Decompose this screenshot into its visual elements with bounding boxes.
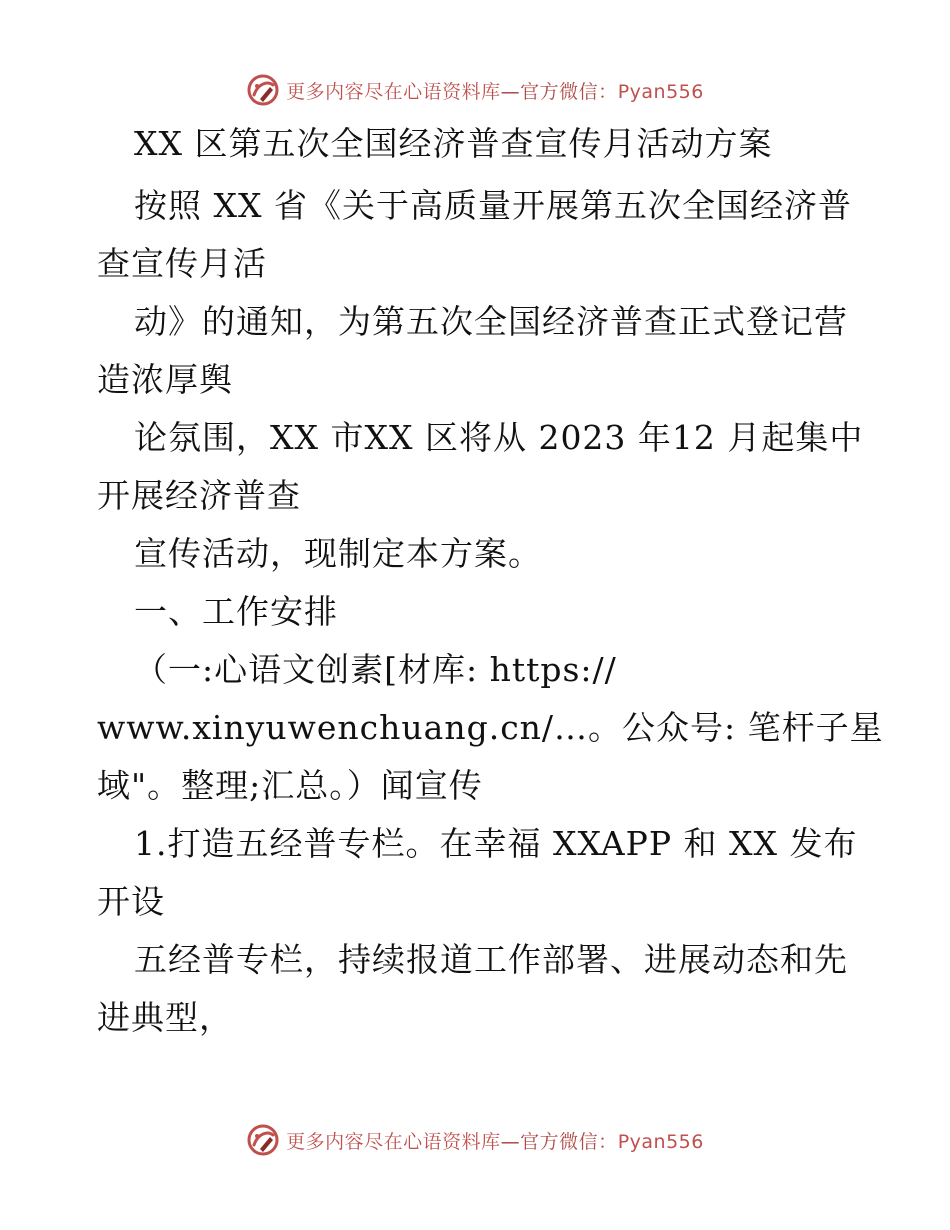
paragraph-line: 1.打造五经普专栏。在幸福 XXAPP 和 XX 发布 [134,824,858,863]
paragraph-line: 按照 XX 省《关于高质量开展第五次全国经济普 [134,186,852,225]
watermark-site: 更多内容尽在心语资料库 [286,1130,501,1153]
watermark-wechat-label: 官方微信： [520,80,618,103]
watermark-text [286,77,704,104]
watermark-site: 更多内容尽在心语资料库 [286,80,501,103]
paragraph-line: 五经普专栏，持续报道工作部署、进展动态和先 [134,940,848,979]
document-title: XX 区第五次全国经济普查宣传月活动方案 [134,124,773,163]
header-watermark [0,70,950,110]
paragraph-line: 查宣传月活 [97,244,267,283]
paragraph-line: 造浓厚舆 [97,360,233,399]
paragraph-line: 论氛围，XX 市XX 区将从 2023 年12 月起集中 [134,418,864,457]
watermark-wechat-id: Pyan556 [617,80,704,103]
paragraph-line: 动》的通知，为第五次全国经济普查正式登记营 [134,302,848,341]
watermark-wechat-id: Pyan556 [617,1130,704,1153]
paragraph-line: 开设 [97,882,165,921]
watermark-wechat-label: 官方微信： [520,1130,618,1153]
paragraph-line: 宣传活动，现制定本方案。 [134,534,542,573]
section-heading: 一、工作安排 [134,592,338,631]
brand-logo-icon [246,1123,280,1157]
footer-watermark [0,1120,950,1160]
paragraph-line: 域"。整理;汇总。）闻宣传 [97,766,483,805]
watermark-dash: — [500,1130,521,1153]
paragraph-line: （一:心语文创素[材库: https:// [134,650,617,689]
paragraph-line: 进典型， [97,998,233,1037]
watermark-dash: — [500,80,521,103]
brand-logo-icon [246,73,280,107]
paragraph-line: www.xinyuwenchuang.cn/…。公众号: 笔杆子星 [97,708,884,747]
paragraph-line: 开展经济普查 [97,476,301,515]
watermark-text [286,1127,704,1154]
